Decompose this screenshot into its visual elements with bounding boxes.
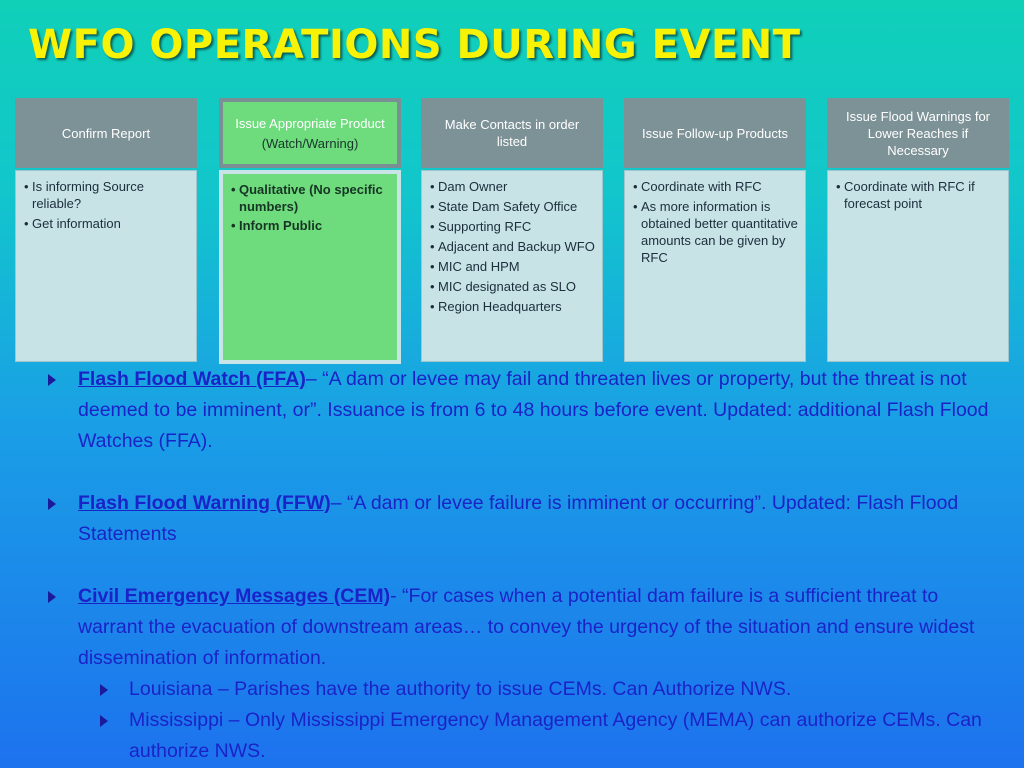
column-header-sublabel: (Watch/Warning) [261,135,359,151]
list-item: • State Dam Safety Office [430,198,596,215]
bullet-text: - “For cases when a potential dam failure is a sufficient threat to warrant the evacuation of downstream areas… to convey the urgency of the situation and ensure widest dissemination of information. [78,585,975,669]
process-column-make-contacts [421,98,603,362]
bullet-flash-flood-watch [48,364,998,457]
bullet-arrow-icon [48,498,56,510]
sub-bullet-arrow-icon [100,684,108,696]
list-item: • Region Headquarters [430,298,596,315]
bullet-arrow-icon [48,374,56,386]
column-body [219,170,401,364]
slide-title: WFO OPERATIONS DURING EVENT [28,22,801,68]
process-column-follow-up [624,98,806,362]
column-header-label: Issue Follow-up Products [642,125,788,141]
process-column-issue-product [219,98,401,364]
bullet-text: – “A dam or levee failure is imminent or occurring”. Updated: Flash Flood Statements [78,492,959,545]
column-header [421,98,603,168]
process-column-flood-warnings [827,98,1009,362]
bullet-flash-flood-warning [48,488,998,550]
list-item: • MIC designated as SLO [430,278,596,295]
column-body [827,170,1009,362]
column-header-label: Issue Flood Warnings for Lower Reaches if Necessary [845,108,991,158]
column-header-label: Issue Appropriate Product [235,115,385,131]
column-body [624,170,806,362]
list-item: • Adjacent and Backup WFO [430,238,596,255]
process-column-confirm-report [15,98,197,362]
list-item: • Coordinate with RFC [633,178,799,195]
bullet-civil-emergency-messages [48,581,998,674]
bullet-term: Civil Emergency Messages (CEM) [78,585,391,607]
list-item: • Qualitative (No specific numbers) [231,181,391,215]
column-header-label: Confirm Report [61,125,151,141]
list-item: • Dam Owner [430,178,596,195]
bullet-list [48,364,998,767]
column-body [15,170,197,362]
sub-bullet-arrow-icon [100,715,108,727]
list-item: • Get information [24,215,190,232]
column-body [421,170,603,362]
sub-bullet-text: Louisiana – Parishes have the authority to issue CEMs. Can Authorize NWS. [129,678,792,700]
bullet-term: Flash Flood Watch (FFA) [78,368,306,390]
sub-bullet-louisiana [48,674,998,705]
list-item: • Supporting RFC [430,218,596,235]
list-item: • Is informing Source reliable? [24,178,190,212]
column-header [15,98,197,168]
list-item: • As more information is obtained better quantitative amounts can be given by RFC [633,198,799,266]
column-header [624,98,806,168]
list-item: • MIC and HPM [430,258,596,275]
column-header-label: Make Contacts in order listed [444,117,580,149]
sub-bullet-text: Mississippi – Only Mississippi Emergency Management Agency (MEMA) can authorize CEMs. Can authorize NWS. [129,709,982,762]
bullet-term: Flash Flood Warning (FFW) [78,492,331,514]
bullet-text: – “A dam or levee may fail and threaten lives or property, but the threat is not deemed to be imminent, or”. Issuance is from 6 to 48 hours before event. Updated: additional Flash Flood Watches (FFA). [78,368,989,452]
list-item: • Inform Public [231,217,391,234]
sub-bullet-mississippi [48,705,998,767]
bullet-arrow-icon [48,591,56,603]
column-header [219,98,401,168]
column-header [827,98,1009,168]
list-item: • Coordinate with RFC if forecast point [836,178,1002,212]
